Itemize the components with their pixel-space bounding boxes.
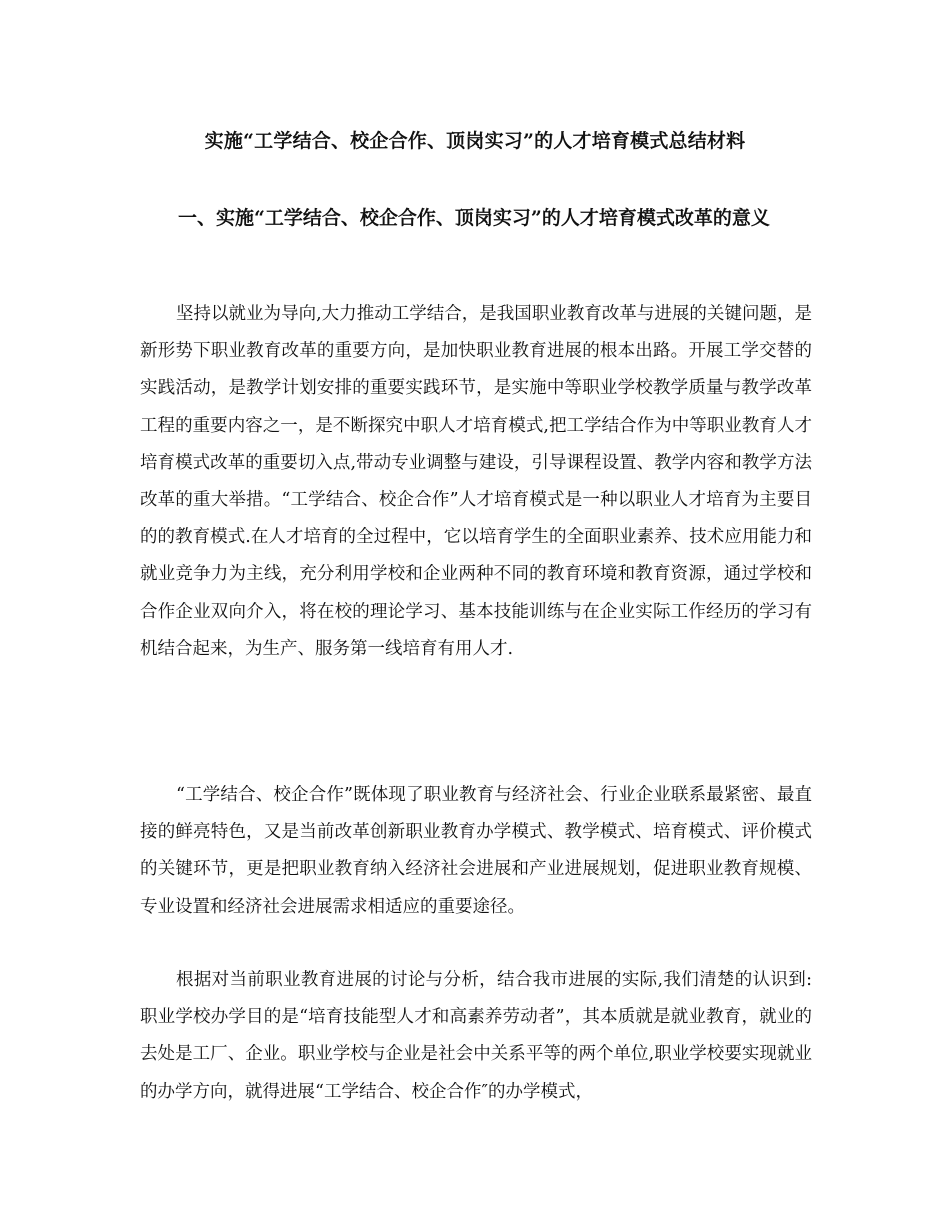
document-title: 实施“工学结合、校企合作、顶岗实习”的人才培育模式总结材料 bbox=[204, 130, 746, 152]
section-heading: 一、实施“工学结合、校企合作、顶岗实习”的人才培育模式改革的意义 bbox=[178, 207, 770, 229]
paragraph-3: 根据对当前职业教育进展的讨论与分析，结合我市进展的实际,我们清楚的认识到:职业学校办学目的是“培育技能型人才和高素养劳动者”，其本质就是就业教育，就业的去处是工厂、企业。职业学校与企业是社会中关系平等的两个单位,职业学校要实现就业的办学方向，就得进展“工学结合、校企合作″的办学模式， bbox=[140, 970, 812, 1102]
paragraph-1: 坚持以就业为导向,大力推动工学结合，是我国职业教育改革与进展的关键问题，是新形势下职业教育改革的重要方向，是加快职业教育进展的根本出路。开展工学交替的实践活动，是教学计划安排的重要实践环节，是实施中等职业学校教学质量与教学改革工程的重要内容之一，是不断探究中职人才培育模式,把工学结合作为中等职业教育人才培育模式改革的重要切入点,带动专业调整与建设，引导课程设置、教学内容和教学方法改革的重大举措。“工学结合、校企合作”人才培育模式是一种以职业人才培育为主要目的的教育模式.在人才培育的全过程中，它以培育学生的全面职业素养、技术应用能力和就业竞争力为主线，充分利用学校和企业两种不同的教育环境和教育资源，通过学校和合作企业双向介入，将在校的理论学习、基本技能训练与在企业实际工作经历的学习有机结合起来，为生产、服务第一线培育有用人才. bbox=[140, 304, 812, 659]
paragraph-2: “工学结合、校企合作”既体现了职业教育与经济社会、行业企业联系最紧密、最直接的鲜亮特色，又是当前改革创新职业教育办学模式、教学模式、培育模式、评价模式的关键环节，更是把职业教育纳入经济社会进展和产业进展规划，促进职业教育规模、专业设置和经济社会进展需求相适应的重要途径。 bbox=[140, 785, 812, 917]
